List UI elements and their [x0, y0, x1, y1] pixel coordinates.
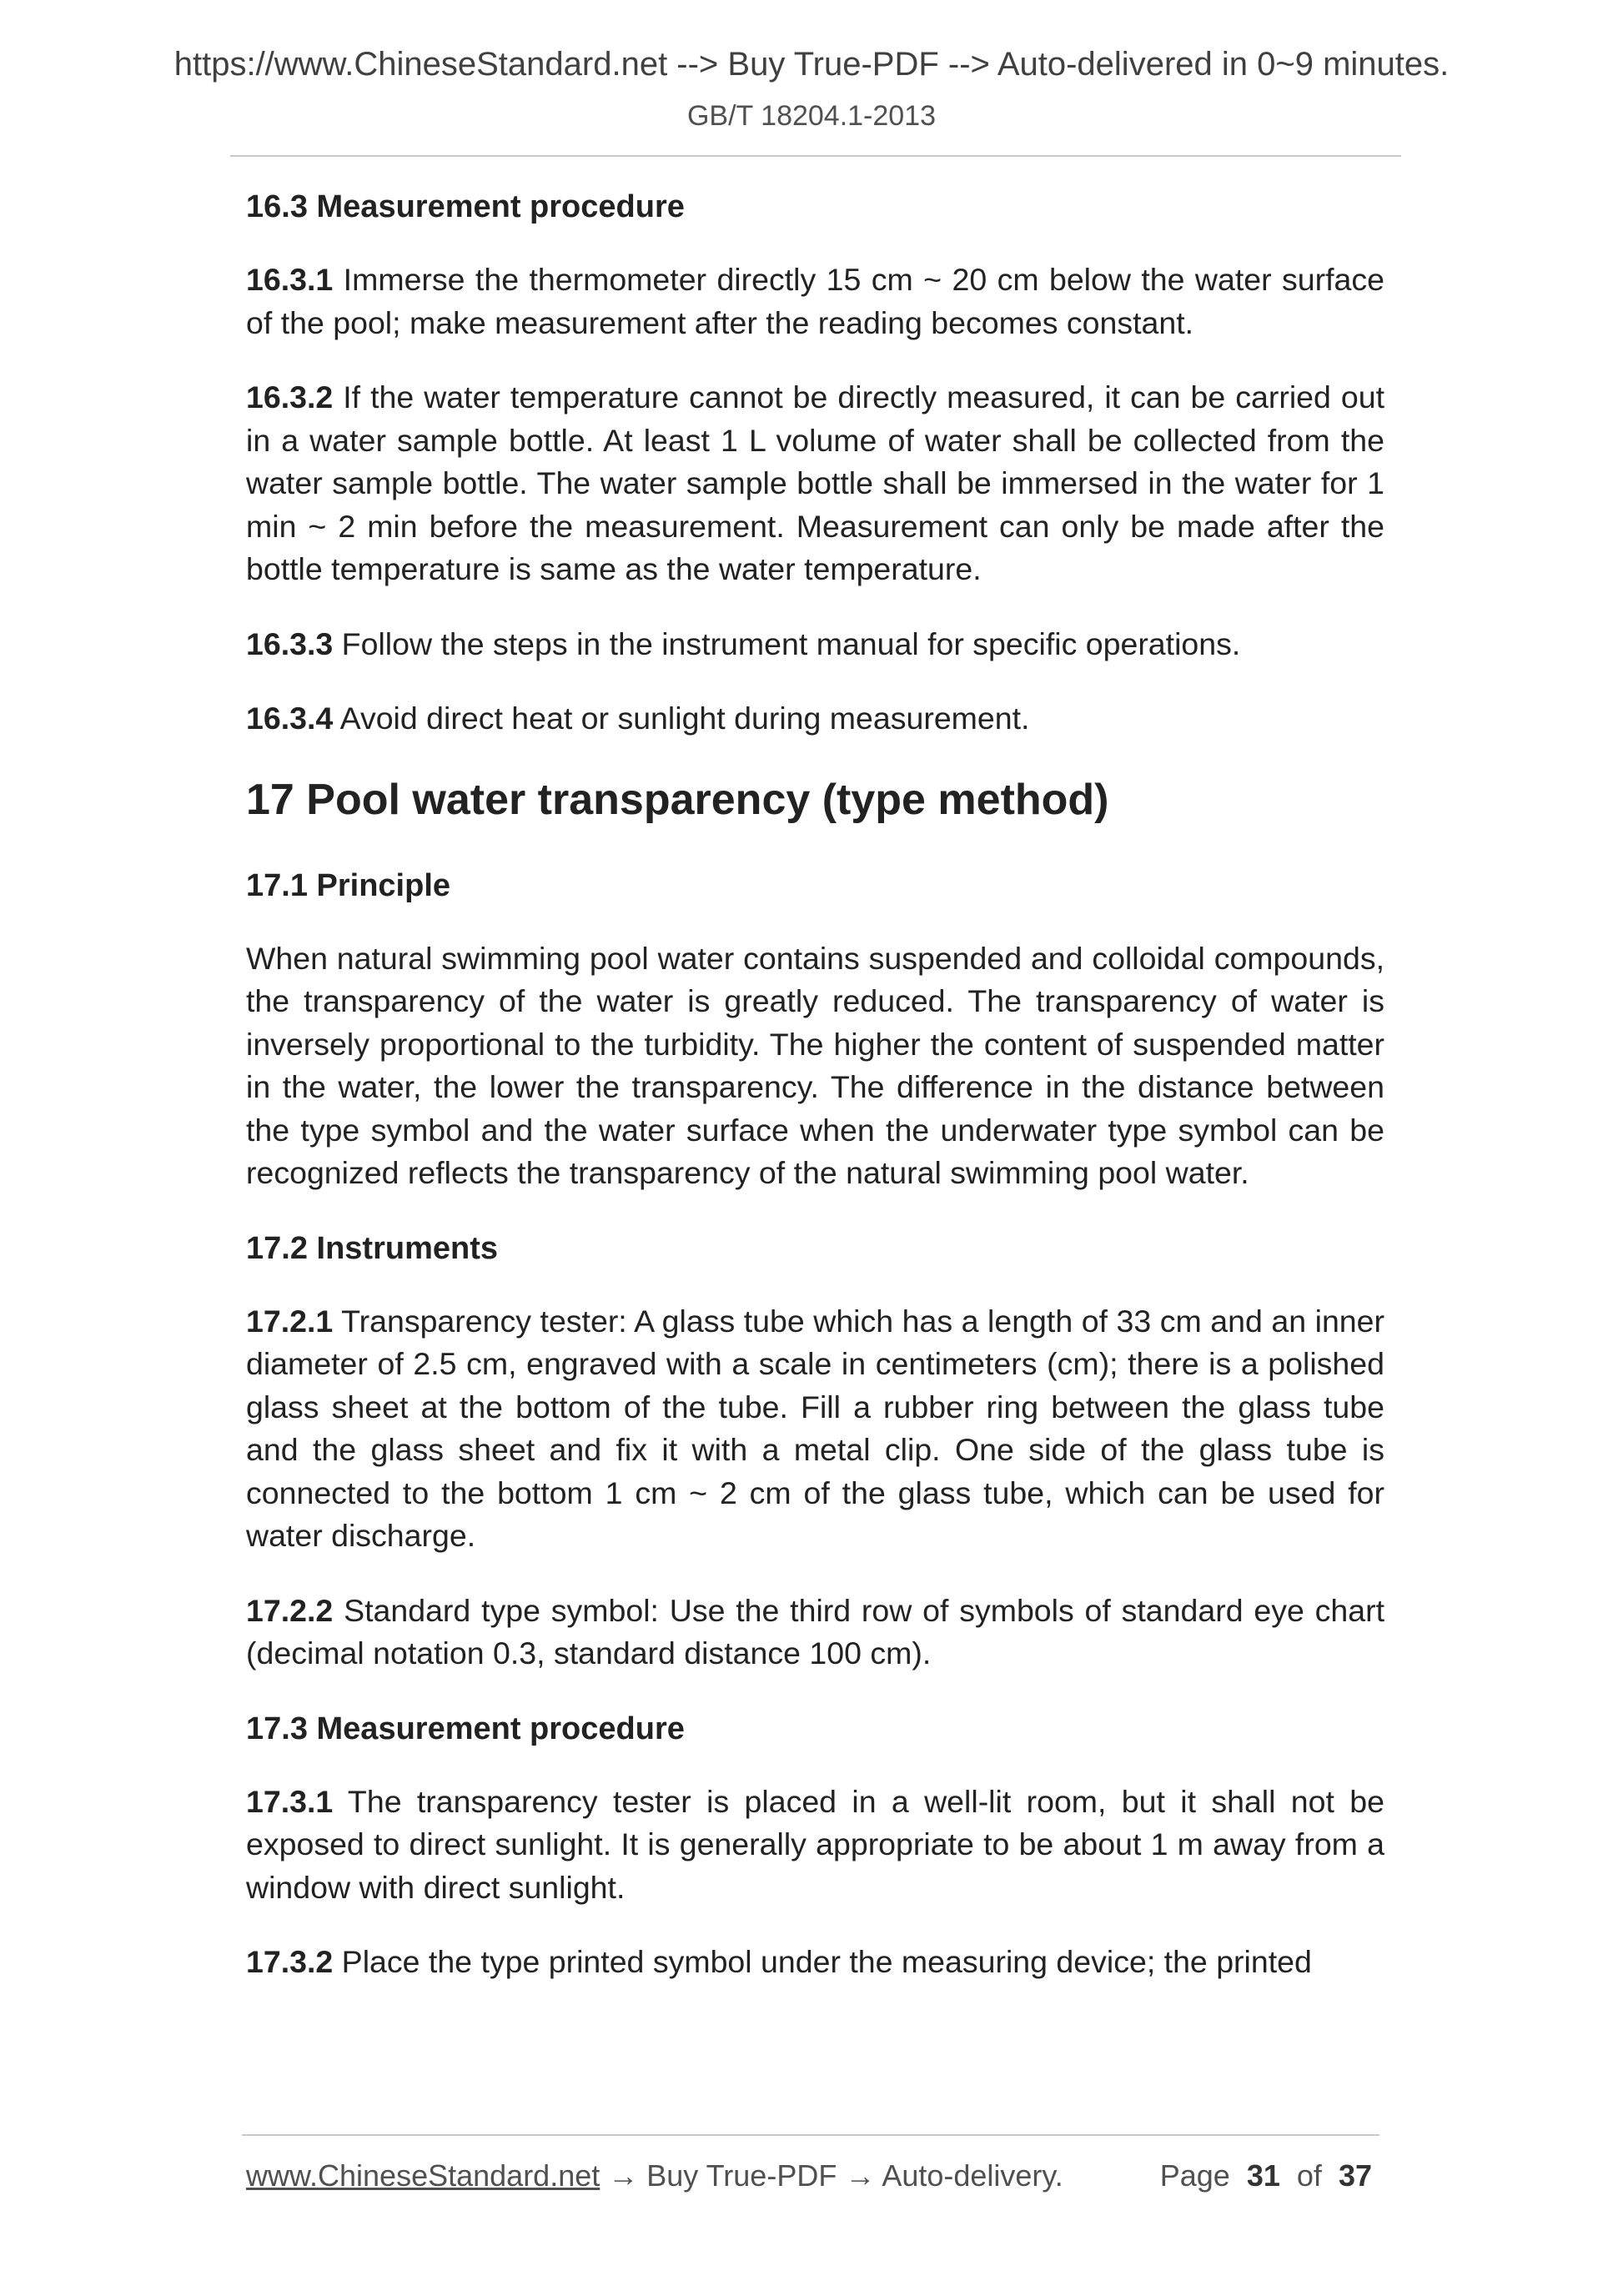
clause-17-3-2 [246, 1941, 1384, 1984]
footer-site-link[interactable]: www.ChineseStandard.net [246, 2158, 600, 2193]
heading-17-1: 17.1 Principle [246, 867, 451, 903]
clause-17-2-2 [246, 1590, 1384, 1676]
clause-number: 16.3.2 [246, 379, 334, 414]
page-current: 31 [1246, 2158, 1280, 2193]
clause-number: 16.3.4 [246, 701, 334, 736]
of-word: of [1296, 2158, 1322, 2193]
page-content [246, 185, 1384, 2016]
clause-16-3-1 [246, 259, 1384, 344]
paragraph-17-1: When natural swimming pool water contains suspended and colloidal compounds, the transparency of the water is greatly reduced. The transparency of water is inversely proportional to the turbidity. The higher the content of suspended matter in the water, the lower the transparency. The difference in the distance between the type symbol and the water surface when the underwater type symbol can be recognized reflects the transparency of the natural swimming pool water. [246, 940, 1384, 1190]
clause-text: Transparency tester: A glass tube which has a length of 33 cm and an inner diameter of 2.5 cm, engraved with a scale in centimeters (cm); there is a polished glass sheet at the bottom of the tube. Fill a rubber ring between the glass tube and the glass sheet and fix it with a metal clip. One side of the glass tube is connected to the bottom 1 cm ~ 2 cm of the glass tube, which can be used for water discharge. [246, 1303, 1384, 1553]
standard-number: GB/T 18204.1-2013 [686, 100, 937, 132]
clause-number: 17.3.1 [246, 1783, 334, 1819]
clause-text: The transparency tester is placed in a well-lit room, but it shall not be exposed to direct sunlight. It is generally appropriate to be about 1 m away from a window with direct sunlight. [246, 1783, 1384, 1905]
header-banner: https://www.ChineseStandard.net --> Buy True-PDF --> Auto-delivered in 0~9 minutes. [173, 46, 1450, 83]
clause-text: Avoid direct heat or sunlight during measurement. [333, 701, 1030, 736]
clause-text: Follow the steps in the instrument manual for specific operations. [333, 625, 1241, 661]
page-footer [246, 2158, 1372, 2202]
clause-text: Place the type printed symbol under the measuring device; the printed [333, 1944, 1312, 1979]
clause-text: If the water temperature cannot be directly measured, it can be carried out in a water sample bottle. At least 1 L volume of water shall be collected from the water sample bottle. The water sample bottle shall be immersed in the water for 1 min ~ 2 min before the measurement. Measurement can only be made after the bottle temperature is same as the water temperature. [246, 379, 1384, 586]
heading-17: 17 Pool water transparency (type method) [246, 775, 1109, 824]
page-counter [1160, 2158, 1372, 2193]
header-divider [230, 155, 1401, 157]
clause-16-3-2 [246, 376, 1384, 591]
clause-number: 16.3.1 [246, 262, 334, 297]
page-total: 37 [1338, 2158, 1372, 2193]
clause-number: 17.2.1 [246, 1303, 334, 1339]
heading-17-2: 17.2 Instruments [246, 1230, 498, 1266]
clause-text: Standard type symbol: Use the third row of symbols of standard eye chart (decimal notation 0.3, standard distance 100 cm). [246, 1592, 1384, 1671]
clause-text: Immerse the thermometer directly 15 cm ~ 20 cm below the water surface of the pool; make measurement after the reading becomes constant. [246, 262, 1384, 340]
footer-promo [246, 2158, 1063, 2193]
clause-16-3-4 [246, 697, 1384, 741]
clause-number: 17.3.2 [246, 1944, 334, 1979]
footer-tagline: → Buy True-PDF → Auto-delivery. [600, 2158, 1063, 2193]
heading-17-3: 17.3 Measurement procedure [246, 1711, 685, 1746]
clause-17-2-1 [246, 1300, 1384, 1558]
heading-16-3: 16.3 Measurement procedure [246, 189, 685, 224]
clause-number: 17.2.2 [246, 1592, 334, 1628]
footer-divider [242, 2134, 1379, 2136]
page-word: Page [1159, 2158, 1230, 2193]
clause-number: 16.3.3 [246, 625, 334, 661]
clause-17-3-1 [246, 1781, 1384, 1910]
clause-16-3-3 [246, 623, 1384, 666]
